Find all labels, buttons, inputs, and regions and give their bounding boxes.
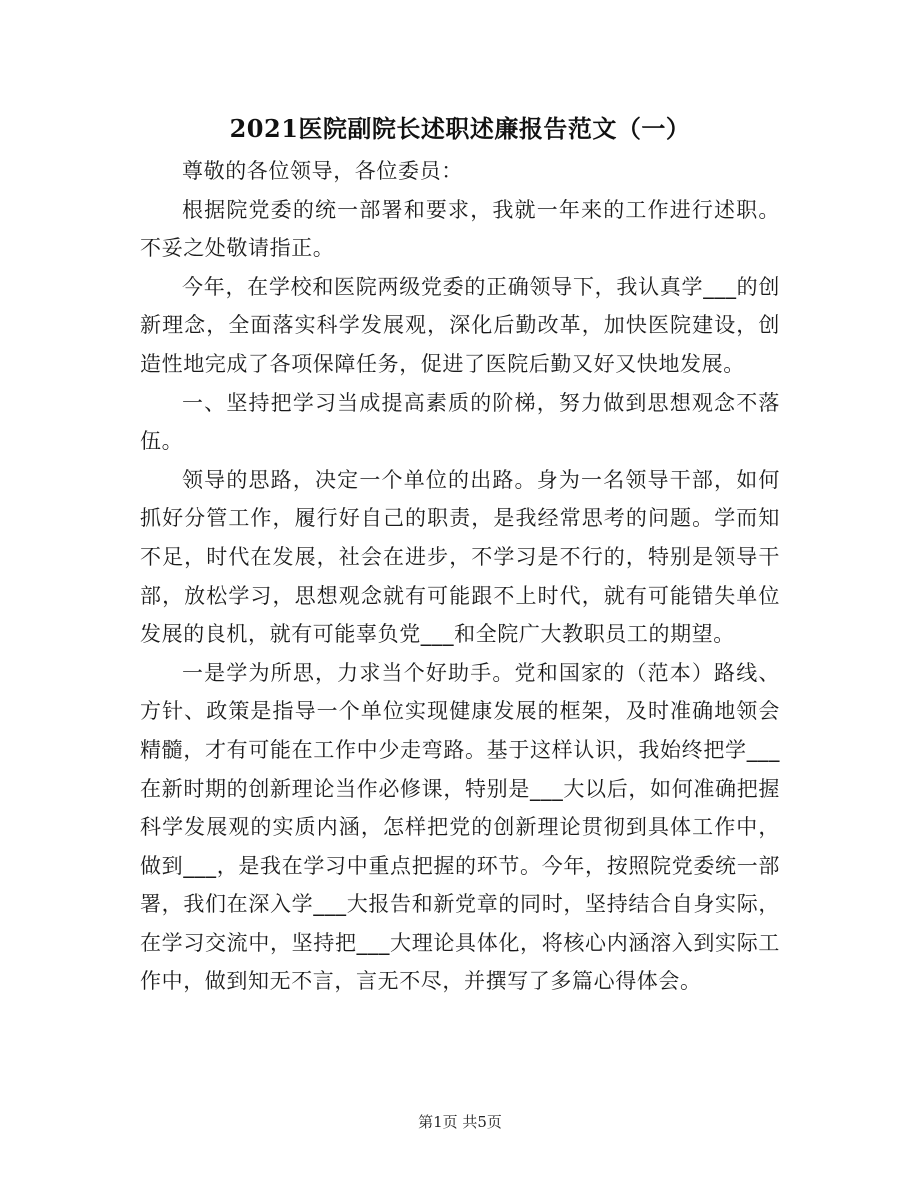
paragraph-salutation: 尊敬的各位领导，各位委员： bbox=[182, 159, 463, 183]
paragraph-overview: 今年，在学校和医院两级党委的正确领导下，我认真学___的创新理念，全面落实科学发展观，深化后勤改革，加快医院建设，创造性地完成了各项保障任务，促进了医院后勤又好又快地发展。 bbox=[140, 274, 780, 376]
paragraph-section-heading: 一、坚持把学习当成提高素质的阶梯，努力做到思想观念不落伍。 bbox=[140, 390, 780, 454]
document-body bbox=[140, 152, 780, 1001]
document-title: 2021医院副院长述职述廉报告范文（一） bbox=[229, 114, 691, 143]
paragraph-intro: 根据院党委的统一部署和要求，我就一年来的工作进行述职。不妥之处敬请指正。 bbox=[140, 197, 780, 261]
paragraph-study: 一是学为所思，力求当个好助手。党和国家的（范本）路线、方针、政策是指导一个单位实现健康发展的框架，及时准确地领会精髓，才有可能在工作中少走弯路。基于这样认识，我始终把学___在新时期的创新理论当作必修课，特别是___大以后，如何准确把握科学发展观的实质内涵，怎样把党的创新理论贯彻到具体工作中，做到___，是我在学习中重点把握的环节。今年，按照院党委统一部署，我们在深入学___大报告和新党章的同时，坚持结合自身实际，在学习交流中，坚持把___大理论具体化，将核心内涵溶入到实际工作中，做到知无不言，言无不尽，并撰写了多篇心得体会。 bbox=[140, 660, 780, 994]
paragraph-leadership: 领导的思路，决定一个单位的出路。身为一名领导干部，如何抓好分管工作，履行好自己的职责，是我经常思考的问题。学而知不足，时代在发展，社会在进步，不学习是不行的，特别是领导干部，放松学习，思想观念就有可能跟不上时代，就有可能错失单位发展的良机，就有可能辜负党___和全院广大教职员工的期望。 bbox=[140, 467, 780, 647]
page-number: 第1页 共5页 bbox=[418, 1113, 502, 1131]
